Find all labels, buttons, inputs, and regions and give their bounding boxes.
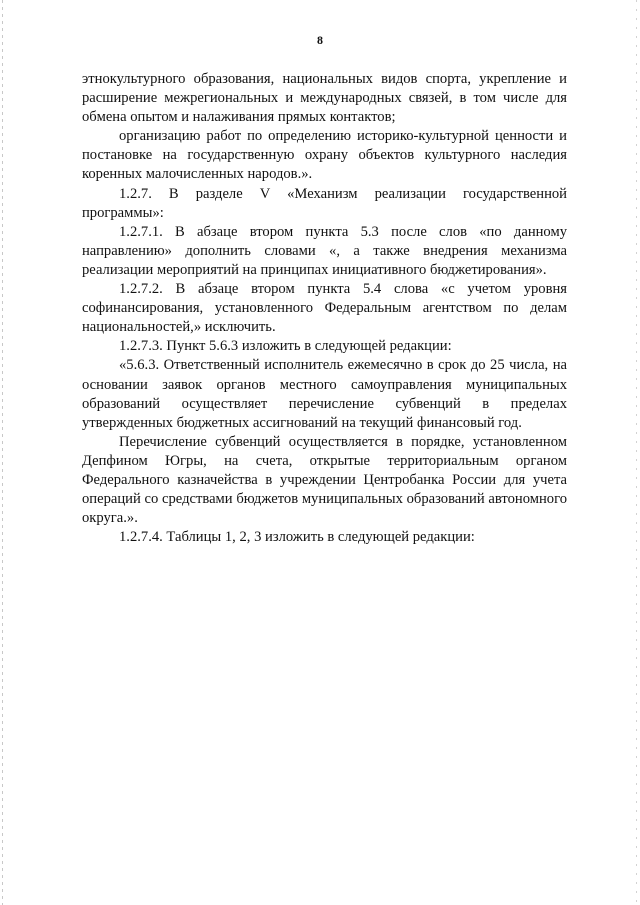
page-number: 8 (317, 33, 323, 47)
paragraph-subventions-transfer: Перечисление субвенций осуществляется в порядке, установленном Депфином Югры, на счета, открытые территориальным органом Федерального казначейства в учреждении Центробанка России для учета операций со средствами бюджетов муниципальных образований автономного округа.». (82, 433, 567, 527)
scan-edge-right (636, 0, 637, 905)
paragraph-1-2-7: 1.2.7. В разделе V «Механизм реализации государственной программы»: (82, 185, 567, 221)
paragraph-1-2-7-1: 1.2.7.1. В абзаце втором пункта 5.3 после слов «по данному направлению» дополнить словами «, а также внедрения механизма реализации мероприятий на принципах инициативного бюджетирования». (82, 223, 567, 278)
paragraph-1-2-7-2: 1.2.7.2. В абзаце втором пункта 5.4 слова «с учетом уровня софинансирования, установленного Федеральным агентством по делам национальностей,» исключить. (82, 281, 567, 336)
scan-edge-left (2, 0, 3, 905)
paragraph-continuation: этнокультурного образования, национальных видов спорта, укрепление и расширение межрегиональных и международных связей, в том числе для обмена опытом и налаживания прямых контактов; (82, 71, 567, 126)
document-body (82, 70, 567, 547)
paragraph-cultural-heritage: организацию работ по определению историко-культурной ценности и постановке на государственную охрану объектов культурного наследия коренных малочисленных народов.». (82, 128, 567, 183)
paragraph-1-2-7-3: 1.2.7.3. Пункт 5.6.3 изложить в следующей редакции: (119, 338, 452, 355)
paragraph-1-2-7-4: 1.2.7.4. Таблицы 1, 2, 3 изложить в следующей редакции: (119, 529, 475, 546)
paragraph-5-6-3: «5.6.3. Ответственный исполнитель ежемесячно в срок до 25 числа, на основании заявок органов местного самоуправления муниципальных образований осуществляет перечисление субвенций в пределах утвержденных бюджетных ассигнований на текущий финансовый год. (82, 357, 567, 431)
